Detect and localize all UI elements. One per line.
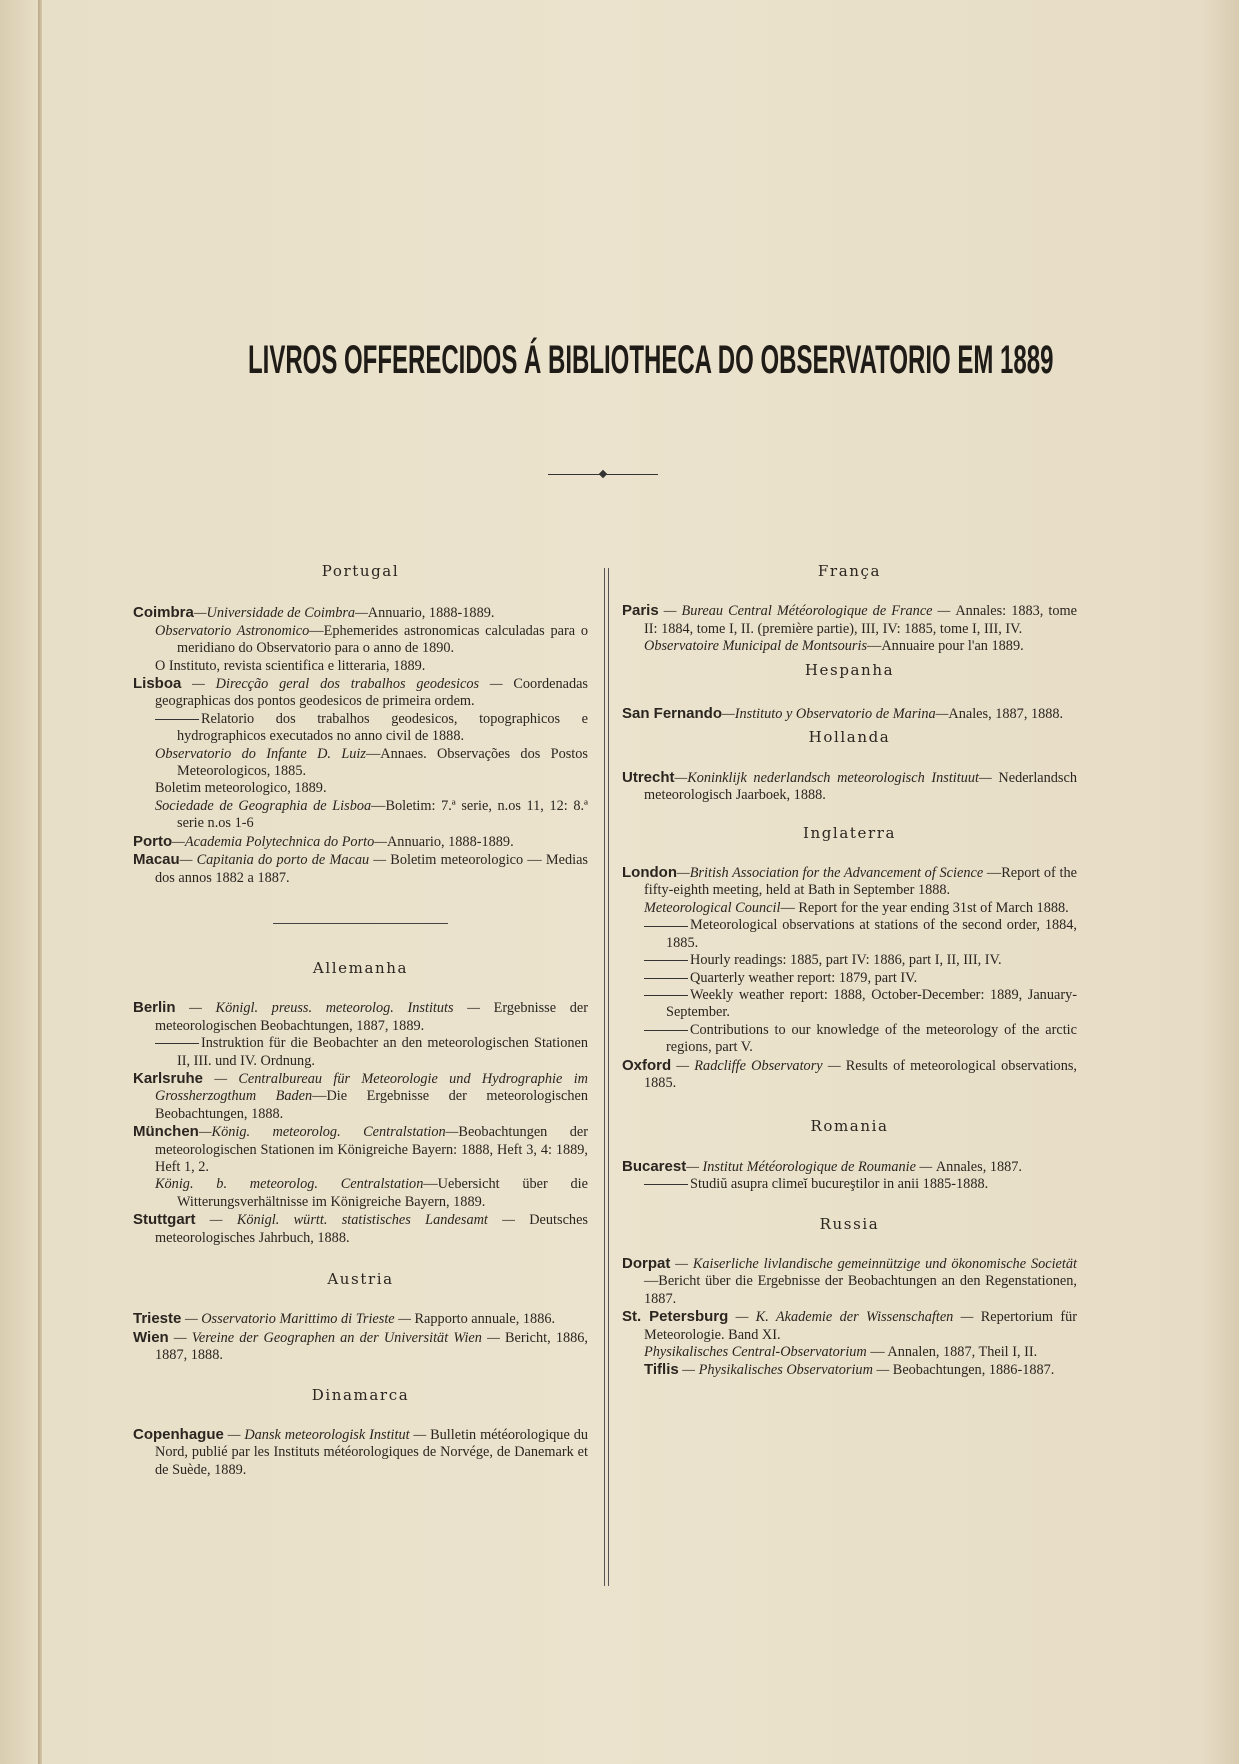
entry-berlin-sub: Instruktion für die Beobachter an den meteorologischen Stationen II, III. und IV. Ordnung. <box>133 1035 588 1070</box>
entry-munchen-sub: König. b. meteorolog. Centralstation—Uebersicht über die Witterungsverhältnisse im Königreiche Bayern, 1889. <box>155 1176 589 1210</box>
entry-paris-sub: Observatoire Municipal de Montsouris—Annuaire pour l'an 1889. <box>644 638 1024 655</box>
country-heading-inglaterra: Inglaterra <box>802 823 897 842</box>
city-tiflis: Tiflis <box>644 1361 679 1379</box>
city-wien: Wien <box>133 1328 169 1346</box>
entry-london-sub5: Weekly weather report: 1888, October-December: 1889, January-September. <box>622 987 1077 1022</box>
entry-lisboa: Lisboa — Direcção geral dos trabalhos geodesicos — Coordenadas geographicas dos pontos geodesicos de primeira ordem. <box>133 675 588 710</box>
entry-london-sub1: Meteorological Council— Report for the year ending 31st of March 1888. <box>644 899 1069 916</box>
city-stpetersburg: St. Petersburg <box>622 1308 729 1326</box>
city-london: London <box>622 864 677 882</box>
city-sanfernando: San Fernando <box>622 705 723 723</box>
city-karlsruhe: Karlsruhe <box>133 1069 204 1087</box>
entry-coimbra: Coimbra—Universidade de Coimbra—Annuario, 1888-1889. <box>133 604 495 622</box>
country-heading-romania: Romania <box>810 1117 889 1136</box>
city-copenhague: Copenhague <box>133 1426 224 1444</box>
city-utrecht: Utrecht <box>622 768 675 786</box>
city-paris: Paris <box>622 602 659 620</box>
entry-lisboa-sub3: Boletim meteorologico, 1889. <box>155 780 327 797</box>
city-stuttgart: Stuttgart <box>133 1211 196 1229</box>
entry-lisboa-sub4: Sociedade de Geographia de Lisboa—Boletim: 7.ª serie, n.os 11, 12: 8.ª serie n.os 1-6 <box>155 797 588 832</box>
city-macau: Macau <box>133 851 180 869</box>
entry-tiflis: Tiflis — Physikalisches Observatorium — Beobachtungen, 1886-1887. <box>644 1361 1055 1379</box>
entry-sanfernando: San Fernando—Instituto y Observatorio de Marina—Anales, 1887, 1888. <box>622 705 1064 723</box>
entry-lisboa-sub2: Observatorio do Infante D. Luiz—Annaes. Observações dos Postos Meteorologicos, 1885. <box>155 745 588 780</box>
city-coimbra: Coimbra <box>133 604 194 622</box>
entry-paris: Paris — Bureau Central Météorologique de France — Annales: 1883, tome II: 1884, tome I, II. (première partie), III, IV: 1885, tome I, III, IV. <box>622 602 1077 637</box>
entry-london-sub6: Contributions to our knowledge of the meteorology of the arctic regions, part V. <box>622 1022 1077 1057</box>
entry-macau: Macau— Capitania do porto de Macau — Boletim meteorologico — Medias dos annos 1882 a 1887. <box>133 851 588 886</box>
entry-coimbra-sub1: Observatorio Astronomico—Ephemerides astronomicas calculadas para o meridiano do Observatorio para o anno de 1890. <box>155 622 588 657</box>
page-title: LIVROS OFFERECIDOS Á BIBLIOTHECA DO OBSERVATORIO EM 1889 <box>248 338 1054 382</box>
column-divider-right <box>608 568 609 1586</box>
city-trieste: Trieste <box>133 1310 182 1328</box>
left-column <box>133 563 588 1479</box>
entry-coimbra-sub2: O Instituto, revista scientifica e litteraria, 1889. <box>155 657 426 674</box>
title-ornament <box>548 470 658 480</box>
entry-bucarest: Bucarest— Institut Météorologique de Roumanie — Annales, 1887. <box>622 1157 1023 1175</box>
right-column <box>622 563 1077 1380</box>
city-bucarest: Bucarest <box>622 1157 687 1175</box>
country-heading-russia: Russia <box>819 1214 880 1233</box>
binding-edge <box>38 0 42 1764</box>
entry-stuttgart: Stuttgart — Königl. württ. statistisches Landesamt — Deutsches meteorologisches Jahrbuch, 1888. <box>133 1211 588 1246</box>
country-heading-portugal: Portugal <box>321 562 400 580</box>
country-heading-austria: Austria <box>327 1270 394 1288</box>
entry-karlsruhe: Karlsruhe — Centralbureau für Meteorologie und Hydrographie im Grossherzogthum Baden—Die Ergebnisse der meteorologischen Beobachtungen, 1888. <box>133 1069 589 1122</box>
entry-munchen: München—König. meteorolog. Centralstation—Beobachtungen der meteorologischen Stationen im Königreiche Bayern: 1888, Heft 3, 4: 1889, Heft 1, 2. <box>133 1123 589 1175</box>
entry-copenhague: Copenhague — Dansk meteorologisk Institut — Bulletin météorologique du Nord, publié par les Instituts météorologiques de Norvége, de Danemark et de Suède, 1889. <box>133 1426 588 1478</box>
entry-berlin: Berlin — Königl. preuss. meteorolog. Instituts — Ergebnisse der meteorologischen Beobachtungen, 1887, 1889. <box>133 999 588 1034</box>
entry-stpetersburg: St. Petersburg — K. Akademie der Wissenschaften — Repertorium für Meteorologie. Band XI. <box>622 1308 1078 1343</box>
country-heading-dinamarca: Dinamarca <box>311 1385 410 1404</box>
city-berlin: Berlin <box>133 999 176 1017</box>
entry-stpetersburg-sub: Physikalisches Central-Observatorium — Annalen, 1887, Theil I, II. <box>644 1344 1038 1360</box>
city-porto: Porto <box>133 832 173 850</box>
country-heading-allemanha: Allemanha <box>312 958 409 977</box>
entry-london: London—British Association for the Advancement of Science —Report of the fifty-eighth meeting, held at Bath in September 1888. <box>622 864 1077 899</box>
entry-porto: Porto—Academia Polytechnica do Porto—Annuario, 1888-1889. <box>133 832 514 850</box>
entry-dorpat: Dorpat — Kaiserliche livlandische gemeinnützige und ökonomische Societät—Bericht über die Ergebnisse der Beobachtungen an den Regenstationen, 1887. <box>622 1254 1077 1307</box>
entry-wien: Wien — Vereine der Geographen an der Universität Wien — Bericht, 1886, 1887, 1888. <box>133 1328 588 1364</box>
entry-london-sub4: Quarterly weather report: 1879, part IV. <box>622 970 1077 987</box>
city-dorpat: Dorpat <box>622 1254 671 1272</box>
country-heading-hollanda: Hollanda <box>808 728 891 747</box>
city-oxford: Oxford <box>622 1056 672 1074</box>
entry-lisboa-sub1: Relatorio dos trabalhos geodesicos, topographicos e hydrographicos executados no anno civil de 1888. <box>133 711 588 746</box>
entry-bucarest-sub: Studiŭ asupra climeĭ bucureştilor in anii 1885-1888. <box>622 1176 1077 1193</box>
city-lisboa: Lisboa <box>133 675 182 693</box>
country-heading-hespanha: Hespanha <box>804 660 895 679</box>
entry-utrecht: Utrecht—Koninklijk nederlandsch meteorologisch Instituut— Nederlandsch meteorologisch Jaarboek, 1888. <box>622 768 1077 804</box>
column-divider-left <box>604 568 605 1586</box>
city-munchen: München <box>133 1123 199 1141</box>
entry-trieste: Trieste — Osservatorio Marittimo di Trieste — Rapporto annuale, 1886. <box>133 1310 556 1328</box>
country-heading-franca: França <box>817 562 882 580</box>
entry-oxford: Oxford — Radcliffe Observatory — Results of meteorological observations, 1885. <box>622 1056 1077 1091</box>
entry-london-sub3: Hourly readings: 1885, part IV: 1886, part I, II, III, IV. <box>622 952 1077 969</box>
entry-london-sub2: Meteorological observations at stations of the second order, 1884, 1885. <box>622 917 1077 952</box>
